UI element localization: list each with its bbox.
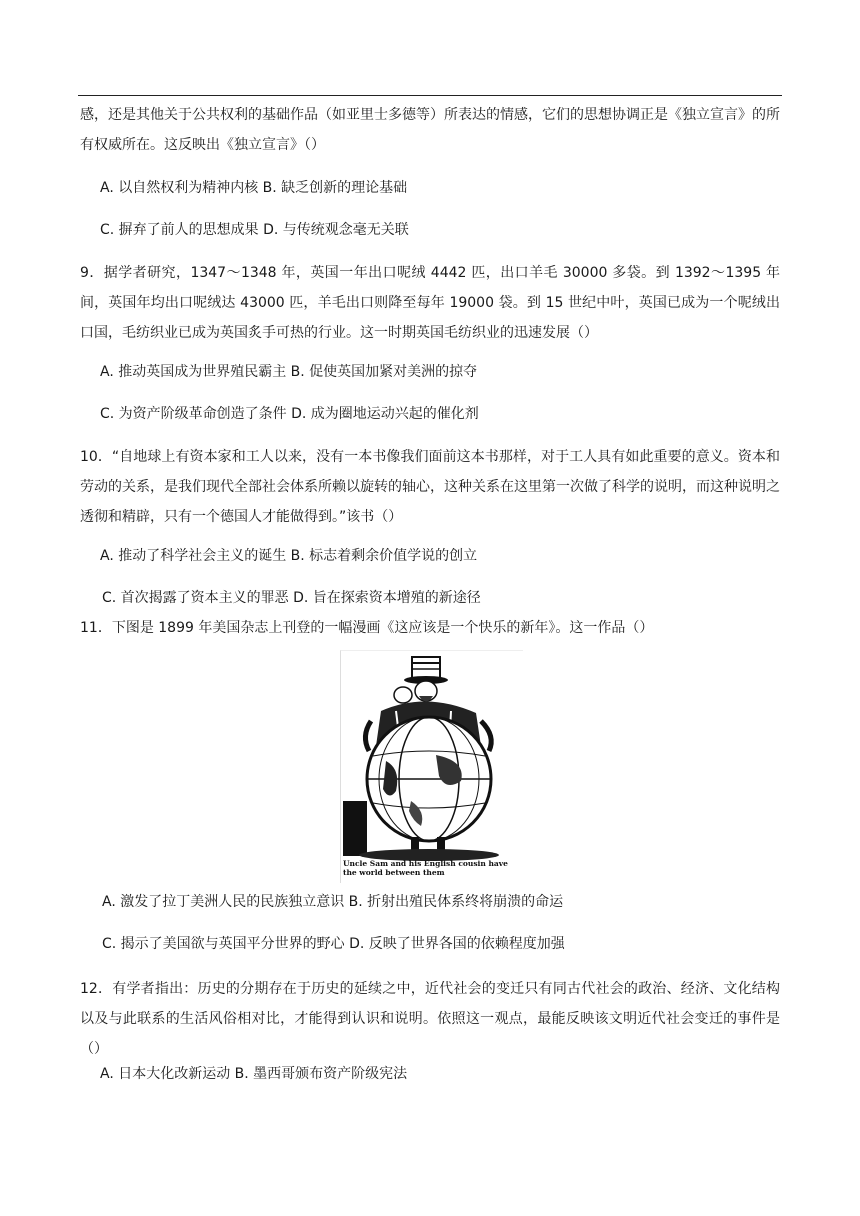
- q9-options-ab: A. 推动英国成为世界殖民霸主 B. 促使英国加紧对美洲的掠夺: [100, 364, 478, 380]
- q11-options-cd: C. 揭示了美国欲与英国平分世界的野心 D. 反映了世界各国的依赖程度加强: [102, 936, 565, 952]
- q8-stem: 感，还是其他关于公共权利的基础作品（如亚里士多德等）所表达的情感，它们的思想协调正是《独立宣言》的所有权威所在。这反映出《独立宣言》（）: [80, 107, 780, 153]
- q10-options-cd: C. 首次揭露了资本主义的罪恶 D. 旨在探索资本增殖的新途径: [102, 590, 481, 606]
- q8-options-cd: C. 摒弃了前人的思想成果 D. 与传统观念毫无关联: [100, 222, 409, 238]
- uncle-sam-globe-illustration: [341, 651, 523, 883]
- q10-stem: 10．“自地球上有资本家和工人以来，没有一本书像我们面前这本书那样，对于工人具有如此重要的意义。资本和劳动的关系，是我们现代全部社会体系所赖以旋转的轴心，这种关系在这里第一次做了科学的说明，而这种说明之透彻和精辟，只有一个德国人才能做得到。”该书（）: [80, 449, 780, 525]
- q11-stem: 11．下图是 1899 年美国杂志上刊登的一幅漫画《这应该是一个快乐的新年》。这一作品（）: [80, 620, 654, 636]
- q10-options-ab: A. 推动了科学社会主义的诞生 B. 标志着剩余价值学说的创立: [100, 548, 478, 564]
- cartoon-image: [340, 650, 523, 883]
- cartoon-caption: Uncle Sam and his English cousin have the world between them: [343, 859, 508, 877]
- q12-options-ab: A. 日本大化改新运动 B. 墨西哥颁布资产阶级宪法: [100, 1066, 408, 1082]
- header-rule: [78, 95, 782, 96]
- q12-stem: 12．有学者指出：历史的分期存在于历史的延续之中，近代社会的变迁只有同古代社会的政治、经济、文化结构以及与此联系的生活风俗相对比，才能得到认识和说明。依照这一观点，最能反映该文明近代社会变迁的事件是（）: [80, 981, 780, 1057]
- q9-stem: 9．据学者研究，1347～1348 年，英国一年出口呢绒 4442 匹，出口羊毛 30000 多袋。到 1392～1395 年间，英国年均出口呢绒达 43000 匹，羊毛出口则降至每年 19000 袋。到 15 世纪中叶，英国已成为一个呢绒出口国，毛纺织业已成为英国炙手可热的行业。这一时期英国毛纺织业的迅速发展（）: [80, 265, 780, 341]
- q11-options-ab: A. 激发了拉丁美洲人民的民族独立意识 B. 折射出殖民体系终将崩溃的命运: [102, 894, 564, 910]
- q9-options-cd: C. 为资产阶级革命创造了条件 D. 成为圈地运动兴起的催化剂: [100, 406, 479, 422]
- q8-options-ab: A. 以自然权利为精神内核 B. 缺乏创新的理论基础: [100, 180, 408, 196]
